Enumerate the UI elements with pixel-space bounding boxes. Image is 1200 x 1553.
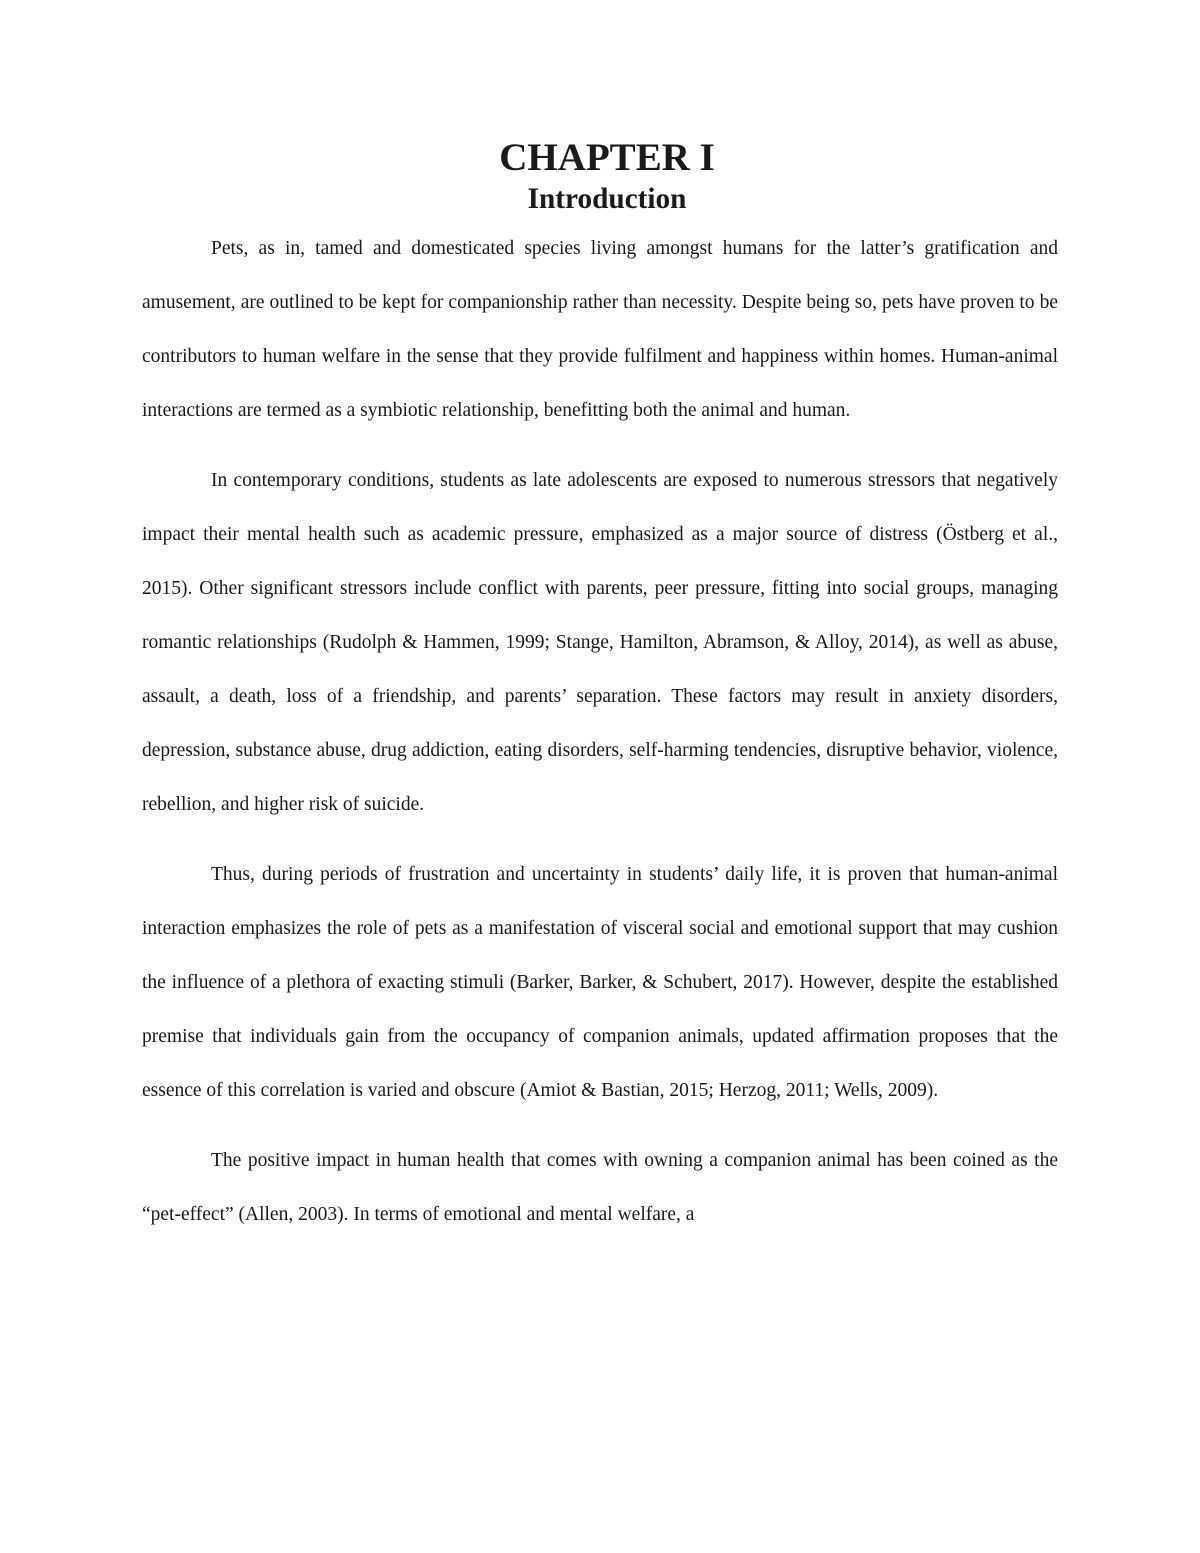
page-content (142, 136, 1058, 1242)
paragraph-4: The positive impact in human health that comes with owning a companion animal has been coined as the “pet-effect” (Allen, 2003). In terms of emotional and mental welfare, a (142, 1150, 1058, 1225)
paragraph-1: Pets, as in, tamed and domesticated species living amongst humans for the latter’s gratification and amusement, are outlined to be kept for companionship rather than necessity. Despite being so, pets have proven to be contributors to human welfare in the sense that they provide fulfilment and happiness within homes. Human-animal interactions are termed as a symbiotic relationship, benefitting both the animal and human. (142, 238, 1058, 421)
paragraph-3: Thus, during periods of frustration and uncertainty in students’ daily life, it is proven that human-animal interaction emphasizes the role of pets as a manifestation of visceral social and emotional support that may cushion the influence of a plethora of exacting stimuli (Barker, Barker, & Schubert, 2017). However, despite the established premise that individuals gain from the occupancy of companion animals, updated affirmation proposes that the essence of this correlation is varied and obscure (Amiot & Bastian, 2015; Herzog, 2011; Wells, 2009). (142, 864, 1058, 1101)
paragraph-2: In contemporary conditions, students as late adolescents are exposed to numerous stressors that negatively impact their mental health such as academic pressure, emphasized as a major source of distress (Östberg et al., 2015). Other significant stressors include conflict with parents, peer pressure, fitting into social groups, managing romantic relationships (Rudolph & Hammen, 1999; Stange, Hamilton, Abramson, & Alloy, 2014), as well as abuse, assault, a death, loss of a friendship, and parents’ separation. These factors may result in anxiety disorders, depression, substance abuse, drug addiction, eating disorders, self-harming tendencies, disruptive behavior, violence, rebellion, and higher risk of suicide. (142, 470, 1058, 815)
chapter-title: CHAPTER I (499, 136, 715, 179)
section-title: Introduction (527, 183, 687, 215)
